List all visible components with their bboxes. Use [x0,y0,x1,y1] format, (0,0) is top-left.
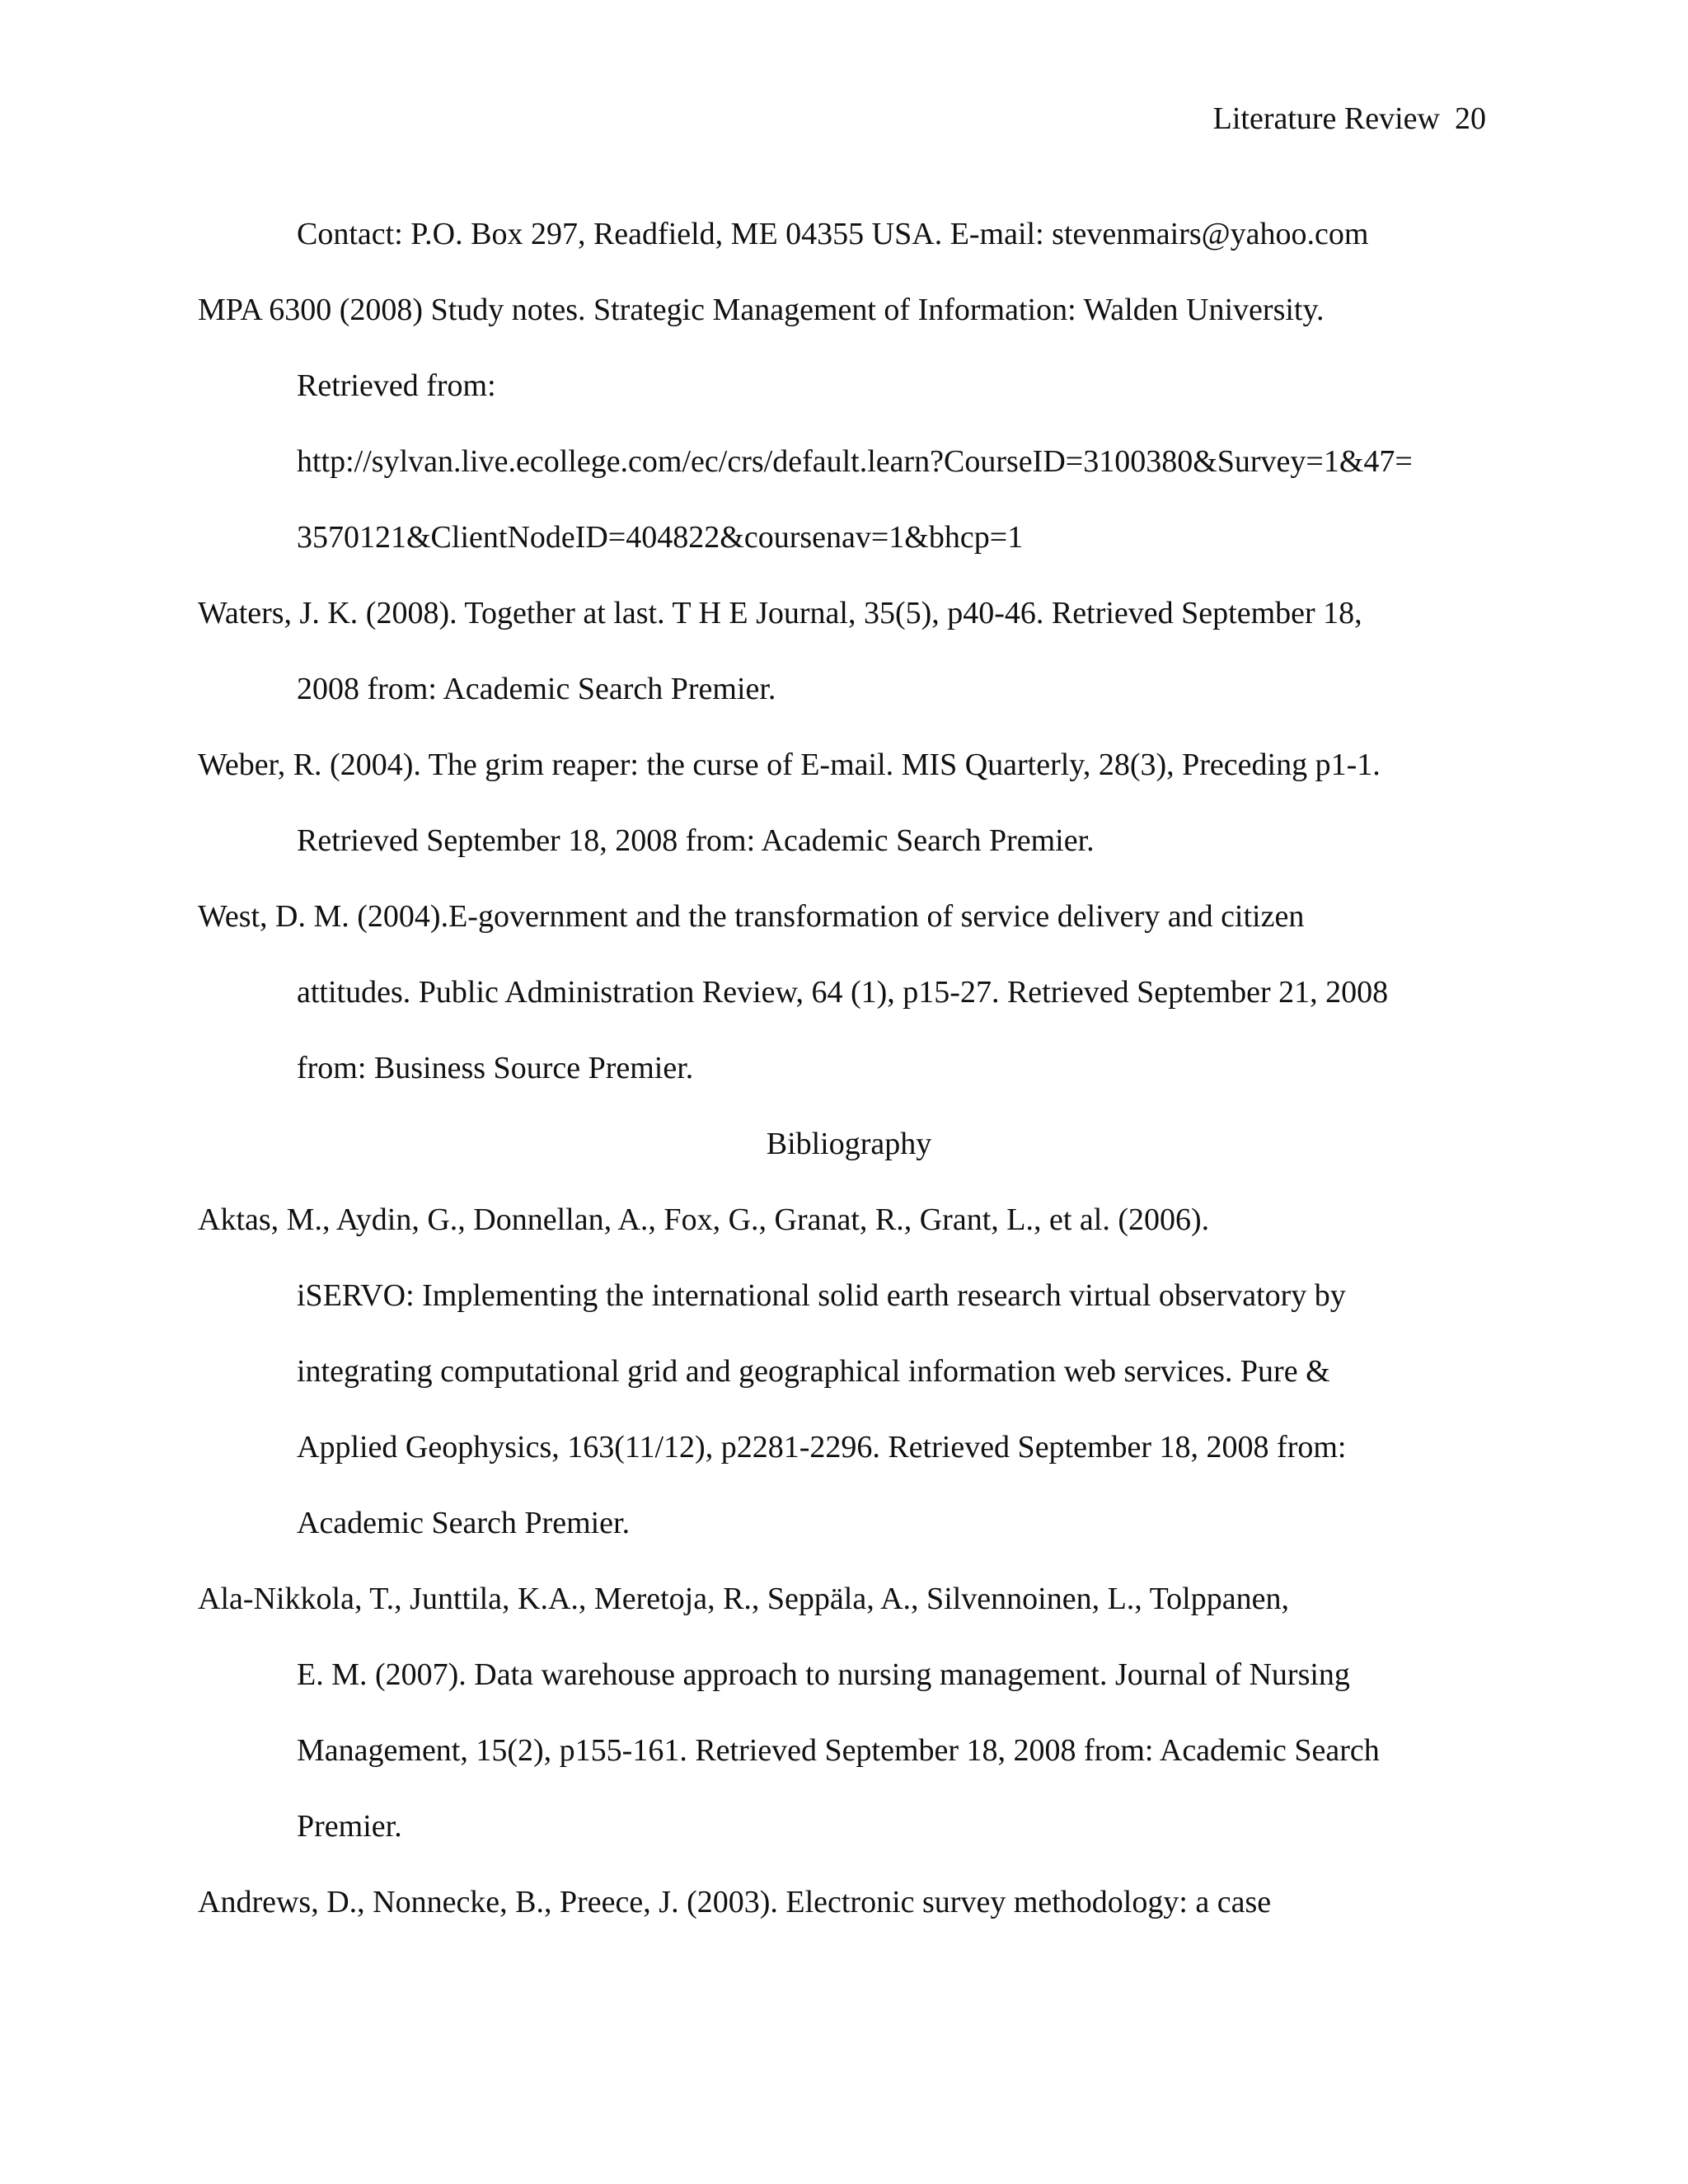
reference-line: West, D. M. (2004).E-government and the transformation of service delivery and citizen [198,899,1305,934]
reference-url-line: http://sylvan.live.ecollege.com/ec/crs/default.learn?CourseID=3100380&Survey=1&47= [297,444,1413,479]
reference-line: 2008 from: Academic Search Premier. [297,672,776,706]
reference-line: Applied Geophysics, 163(11/12), p2281-2296. Retrieved September 18, 2008 from: [297,1430,1347,1465]
reference-line: Management, 15(2), p155-161. Retrieved September 18, 2008 from: Academic Search [297,1733,1380,1768]
reference-line: Weber, R. (2004). The grim reaper: the curse of E-mail. MIS Quarterly, 28(3), Preceding p1-1. [198,748,1381,782]
page-number: 20 [1455,101,1486,136]
running-head [1213,99,1486,138]
reference-line: attitudes. Public Administration Review, 64 (1), p15-27. Retrieved September 21, 2008 [297,975,1389,1010]
reference-line: from: Business Source Premier. [297,1051,694,1085]
reference-line: integrating computational grid and geographical information web services. Pure & [297,1354,1330,1389]
reference-line: Retrieved September 18, 2008 from: Academic Search Premier. [297,823,1095,858]
running-head-title: Literature Review [1212,101,1440,136]
reference-line: Andrews, D., Nonnecke, B., Preece, J. (2003). Electronic survey methodology: a case [198,1885,1272,1919]
reference-line: iSERVO: Implementing the international solid earth research virtual observatory by [297,1278,1346,1313]
reference-line: Academic Search Premier. [297,1506,631,1540]
reference-line: Retrieved from: [297,368,496,403]
reference-url-line: 3570121&ClientNodeID=404822&coursenav=1&bhcp=1 [297,520,1024,555]
reference-line: Contact: P.O. Box 297, Readfield, ME 04355 USA. E-mail: stevenmairs@yahoo.com [297,217,1369,251]
reference-line: Waters, J. K. (2008). Together at last. T H E Journal, 35(5), p40-46. Retrieved September 18, [198,596,1362,630]
section-heading-bibliography: Bibliography [766,1127,932,1161]
reference-line: Ala-Nikkola, T., Junttila, K.A., Meretoja, R., Seppäla, A., Silvennoinen, L., Tolppanen, [198,1582,1289,1616]
reference-line: MPA 6300 (2008) Study notes. Strategic Management of Information: Walden University. [198,293,1325,327]
reference-line: E. M. (2007). Data warehouse approach to nursing management. Journal of Nursing [297,1657,1350,1692]
reference-line: Aktas, M., Aydin, G., Donnellan, A., Fox, G., Granat, R., Grant, L., et al. (2006). [198,1202,1210,1237]
reference-line: Premier. [297,1809,402,1844]
reference-list [198,196,1500,1940]
